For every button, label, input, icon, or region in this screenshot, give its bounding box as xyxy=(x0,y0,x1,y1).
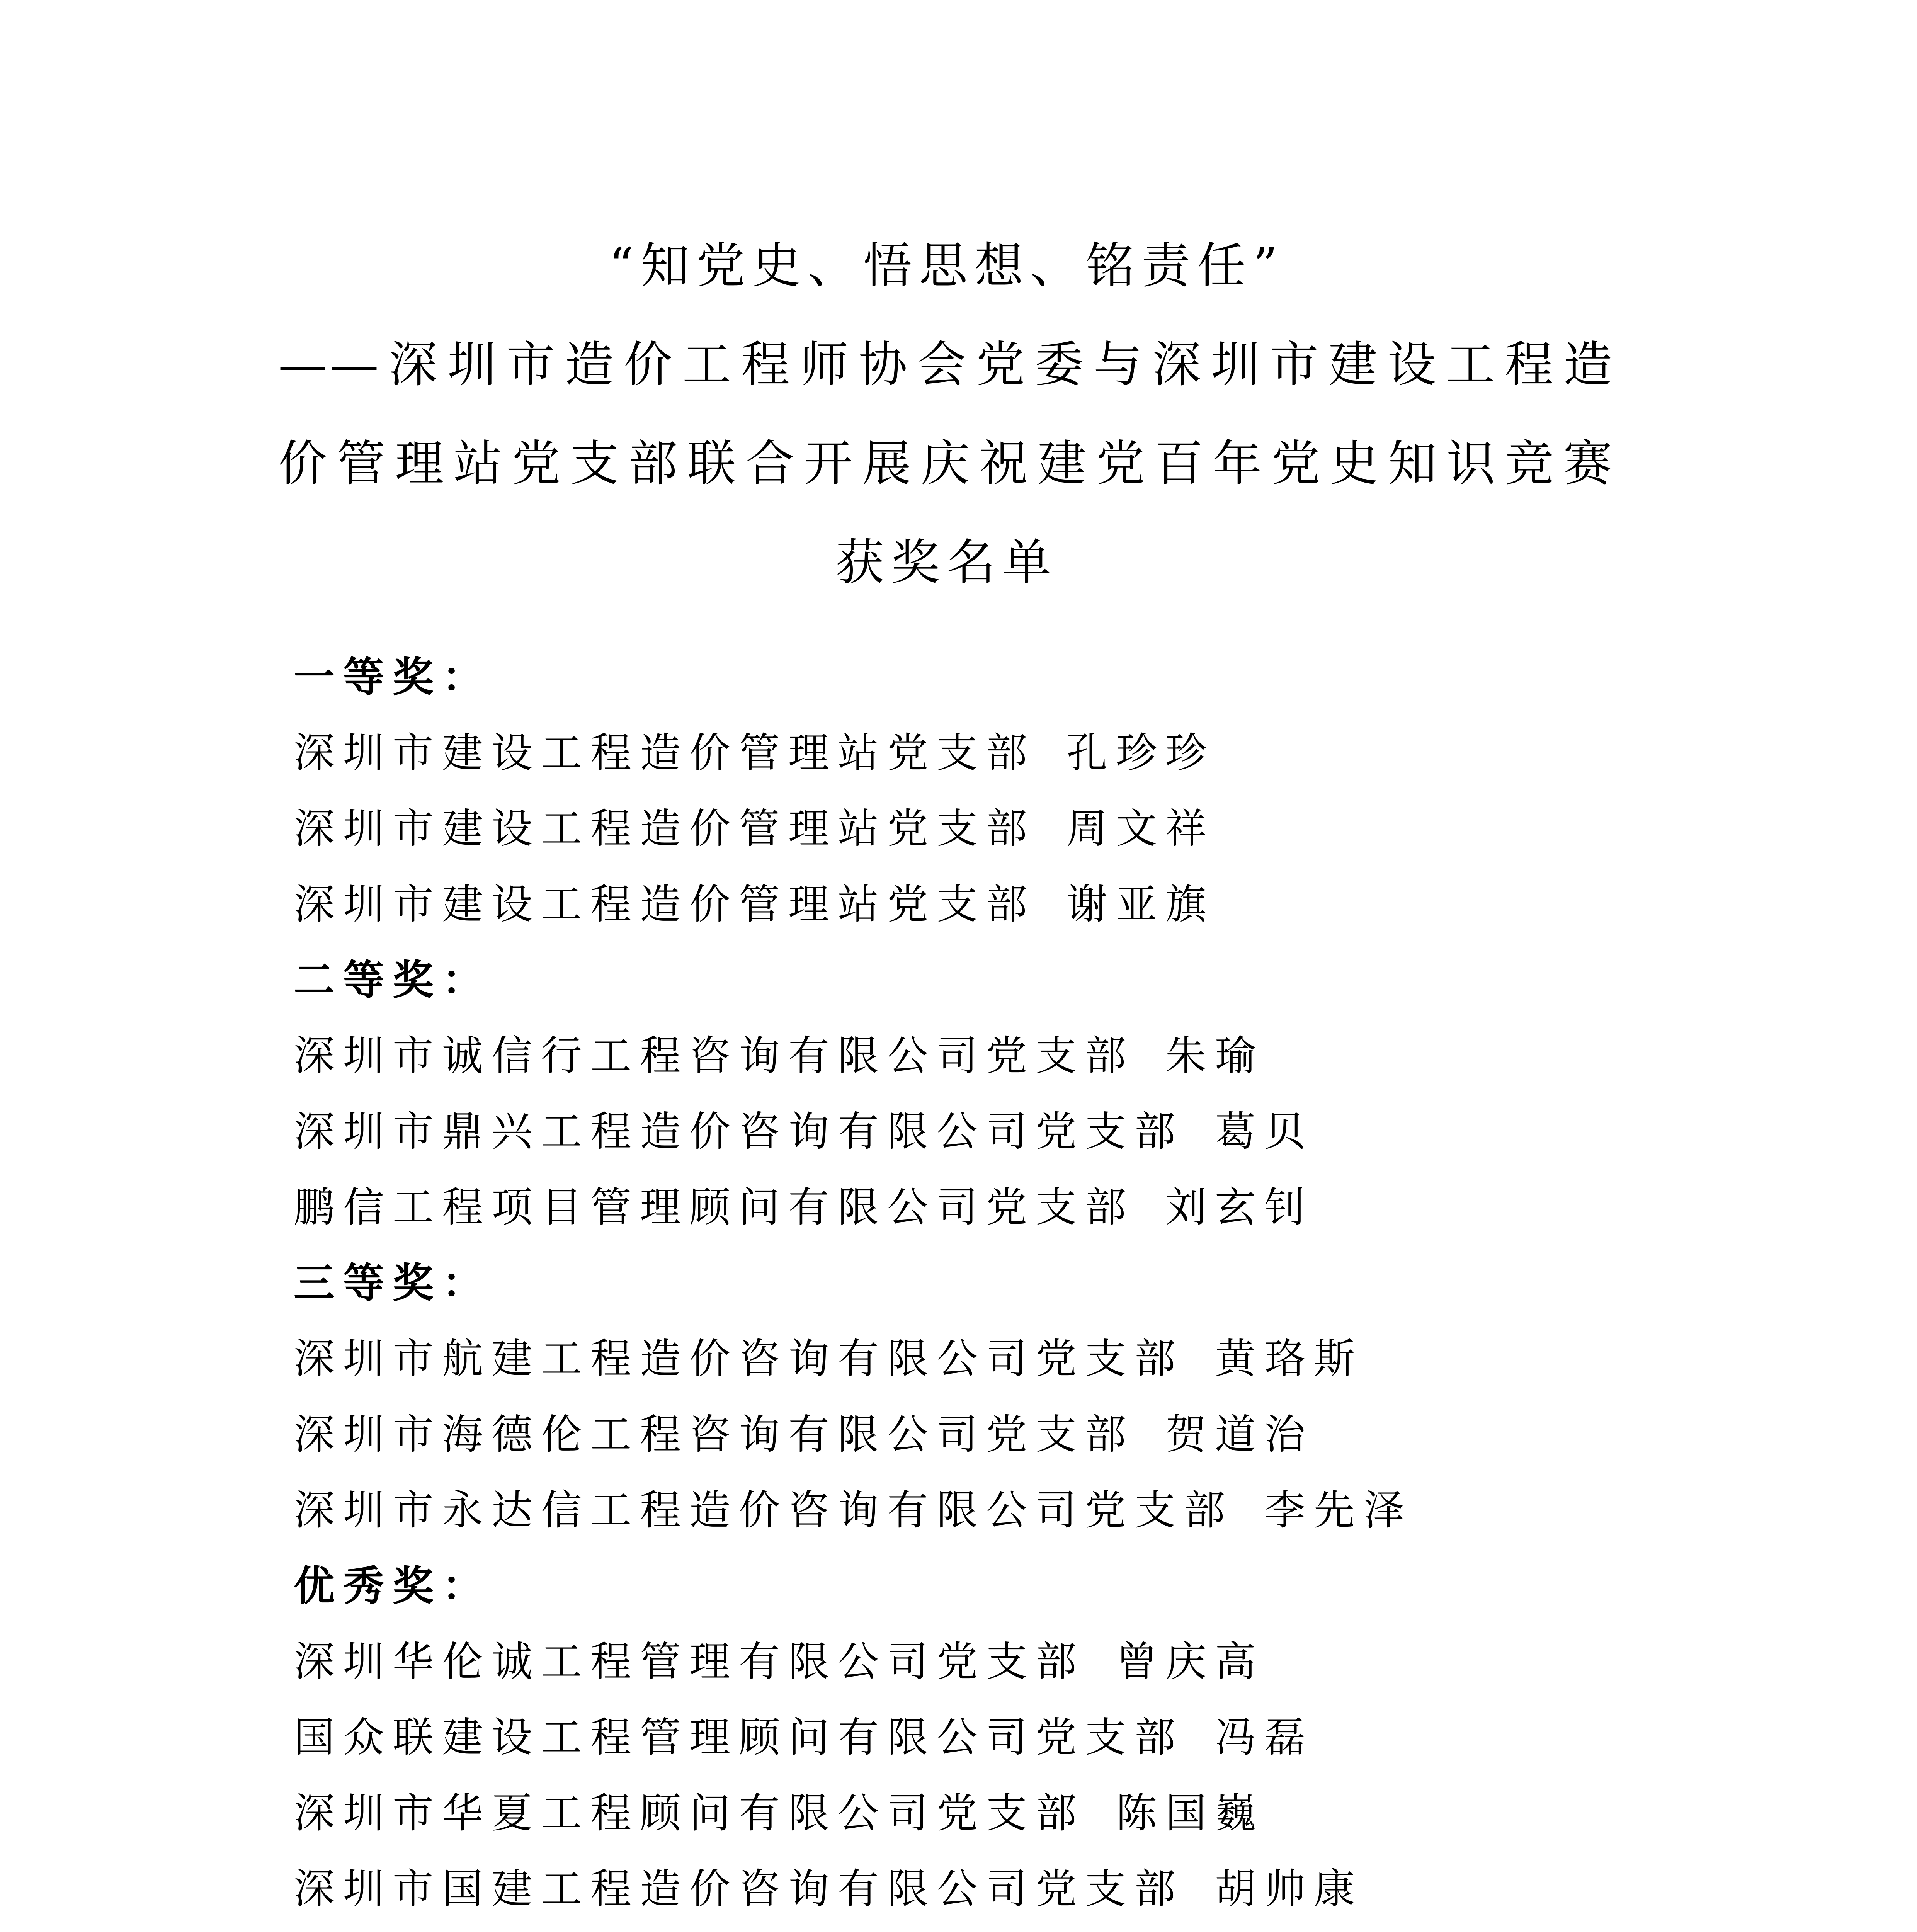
title-line-2: ——深圳市造价工程师协会党委与深圳市建设工程造 xyxy=(278,336,1615,393)
document-title xyxy=(278,216,1615,612)
winner-row xyxy=(294,1170,1646,1245)
winner-name: 葛贝 xyxy=(1215,1108,1314,1155)
title-line-3: 价管理站党支部联合开展庆祝建党百年党史知识竞赛 xyxy=(278,435,1615,492)
winner-name: 贺道治 xyxy=(1165,1411,1314,1458)
winner-name: 黄珞斯 xyxy=(1215,1335,1363,1383)
winner-org: 深圳华伦诚工程管理有限公司党支部 xyxy=(294,1638,1085,1685)
winner-org: 深圳市海德伦工程咨询有限公司党支部 xyxy=(294,1411,1135,1458)
winner-name: 刘玄钊 xyxy=(1165,1184,1314,1231)
winner-name: 冯磊 xyxy=(1215,1714,1314,1761)
winner-org: 深圳市航建工程造价咨询有限公司党支部 xyxy=(294,1335,1184,1383)
winner-name: 胡帅康 xyxy=(1215,1865,1363,1913)
winner-row xyxy=(294,1018,1646,1094)
winner-org: 深圳市建设工程造价管理站党支部 xyxy=(294,729,1036,777)
winner-org: 深圳市鼎兴工程造价咨询有限公司党支部 xyxy=(294,1108,1184,1155)
winner-org: 深圳市建设工程造价管理站党支部 xyxy=(294,881,1036,928)
award-heading-excellence: 优秀奖： xyxy=(294,1562,492,1610)
winner-row xyxy=(294,1094,1646,1170)
award-heading-second: 二等奖： xyxy=(294,956,492,1004)
winner-row xyxy=(294,1851,1646,1927)
winner-row xyxy=(294,1927,1646,1932)
winner-name: 朱瑜 xyxy=(1165,1032,1264,1080)
winner-row xyxy=(294,1624,1646,1700)
award-list xyxy=(294,639,1646,1932)
winner-name: 李先泽 xyxy=(1264,1486,1413,1534)
award-heading-first: 一等奖： xyxy=(294,653,492,701)
winner-org: 深圳市建设工程造价管理站党支部 xyxy=(294,805,1036,852)
winner-row xyxy=(294,1776,1646,1851)
winner-name: 周文祥 xyxy=(1067,805,1215,852)
winner-org: 深圳市诚信行工程咨询有限公司党支部 xyxy=(294,1032,1135,1080)
winner-org: 国众联建设工程管理顾问有限公司党支部 xyxy=(294,1714,1184,1761)
award-heading-third: 三等奖： xyxy=(294,1259,492,1307)
winner-row xyxy=(294,867,1646,942)
winner-name: 孔珍珍 xyxy=(1067,729,1215,777)
winner-row xyxy=(294,715,1646,791)
winner-row xyxy=(294,1397,1646,1473)
winner-row xyxy=(294,1321,1646,1397)
winner-org: 深圳市永达信工程造价咨询有限公司党支部 xyxy=(294,1486,1233,1534)
winner-row xyxy=(294,791,1646,867)
winner-org: 深圳市华夏工程顾问有限公司党支部 xyxy=(294,1789,1085,1837)
winner-name: 谢亚旗 xyxy=(1067,881,1215,928)
winner-row xyxy=(294,1473,1646,1548)
winner-name: 曾庆高 xyxy=(1116,1638,1264,1685)
winner-org: 深圳市国建工程造价咨询有限公司党支部 xyxy=(294,1865,1184,1913)
title-line-4: 获奖名单 xyxy=(835,534,1058,591)
winner-row xyxy=(294,1700,1646,1776)
winner-name: 陈国巍 xyxy=(1116,1789,1264,1837)
title-line-1: “知党史、悟思想、铭责任” xyxy=(609,237,1285,294)
winner-org: 鹏信工程项目管理顾问有限公司党支部 xyxy=(294,1184,1135,1231)
